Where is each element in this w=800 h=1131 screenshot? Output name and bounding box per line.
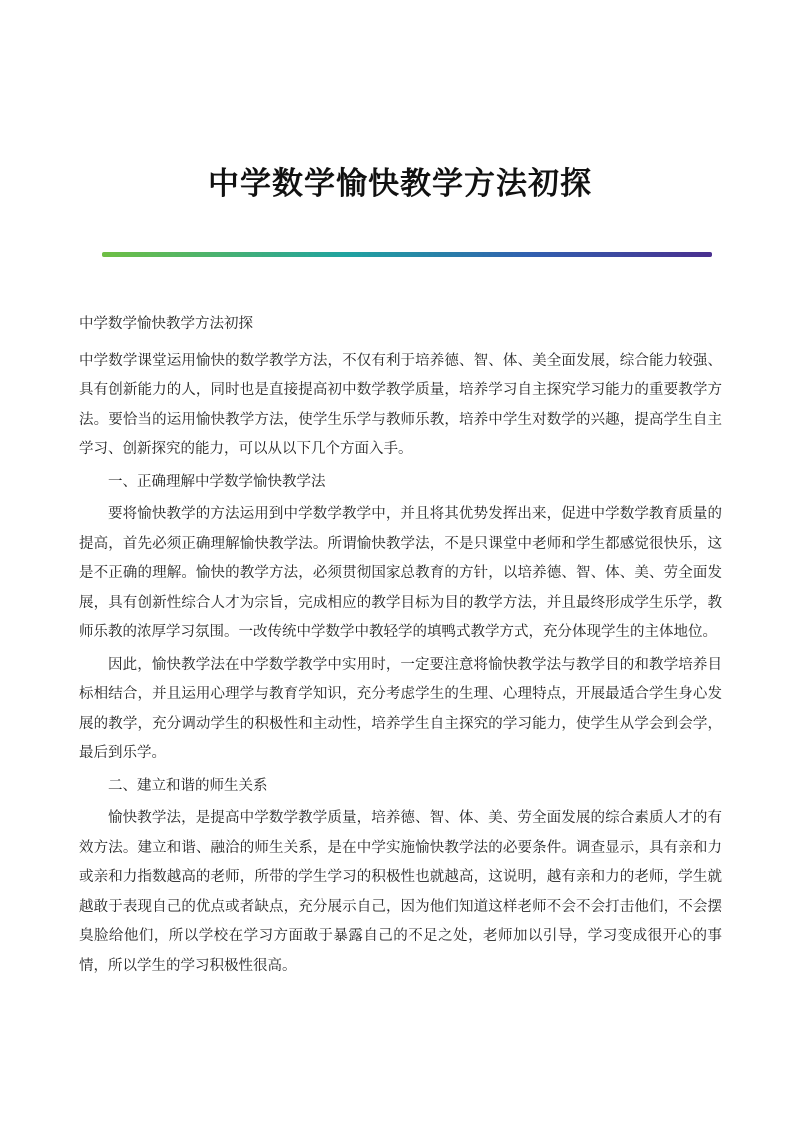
document-body bbox=[79, 310, 722, 981]
page-title: 中学数学愉快教学方法初探 bbox=[208, 166, 592, 202]
section-heading-1: 一、正确理解中学数学愉快教学法 bbox=[108, 473, 326, 490]
section-2-paragraph: 愉快教学法，是提高中学数学教学质量，培养德、智、体、美、劳全面发展的综合素质人才的有效方法。建立和谐、融洽的师生关系，是在中学实施愉快教学法的必要条件。调查显示，具有亲和力或亲和力指数越高的老师，所带的学生学习的积极性也就越高，这说明，越有亲和力的老师，学生就越敢于表现自己的优点或者缺点，充分展示自己，因为他们知道这样老师不会不会打击他们，不会摆臭脸给他们，所以学校在学习方面敢于暴露自己的不足之处，老师加以引导，学习变成很开心的事情，所以学生的学习积极性很高。 bbox=[79, 810, 722, 974]
section-heading-2: 二、建立和谐的师生关系 bbox=[108, 777, 268, 794]
document-subtitle: 中学数学愉快教学方法初探 bbox=[79, 316, 253, 332]
section-1-paragraph: 要将愉快教学的方法运用到中学数学教学中，并且将其优势发挥出来，促进中学数学教育质量的提高，首先必须正确理解愉快教学法。所谓愉快教学法，不是只课堂中老师和学生都感觉很快乐，这是不正确的理解。愉快的教学方法，必须贯彻国家总教育的方针，以培养德、智、体、美、劳全面发展，具有创新性综合人才为宗旨，完成相应的教学目标为目的教学方法，并且最终形成学生乐学，教师乐教的浓厚学习氛围。一改传统中学数学中教轻学的填鸭式教学方式，充分体现学生的主体地位。 bbox=[79, 506, 722, 640]
title-divider bbox=[102, 252, 712, 257]
intro-paragraph: 中学数学课堂运用愉快的数学教学方法，不仅有利于培养德、智、体、美全面发展，综合能力较强、具有创新能力的人，同时也是直接提高初中数学教学质量，培养学习自主探究学习能力的重要教学方法。要恰当的运用愉快教学方法，使学生乐学与教师乐教，培养中学生对数学的兴趣，提高学生自主学习、创新探究的能力，可以从以下几个方面入手。 bbox=[79, 352, 722, 457]
section-1-paragraph: 因此，愉快教学法在中学数学教学中实用时，一定要注意将愉快教学法与教学目的和教学培养目标相结合，并且运用心理学与教育学知识，充分考虑学生的生理、心理特点，开展最适合学生身心发展的教学，充分调动学生的积极性和主动性，培养学生自主探究的学习能力，使学生从学会到会学，最后到乐学。 bbox=[79, 656, 722, 761]
